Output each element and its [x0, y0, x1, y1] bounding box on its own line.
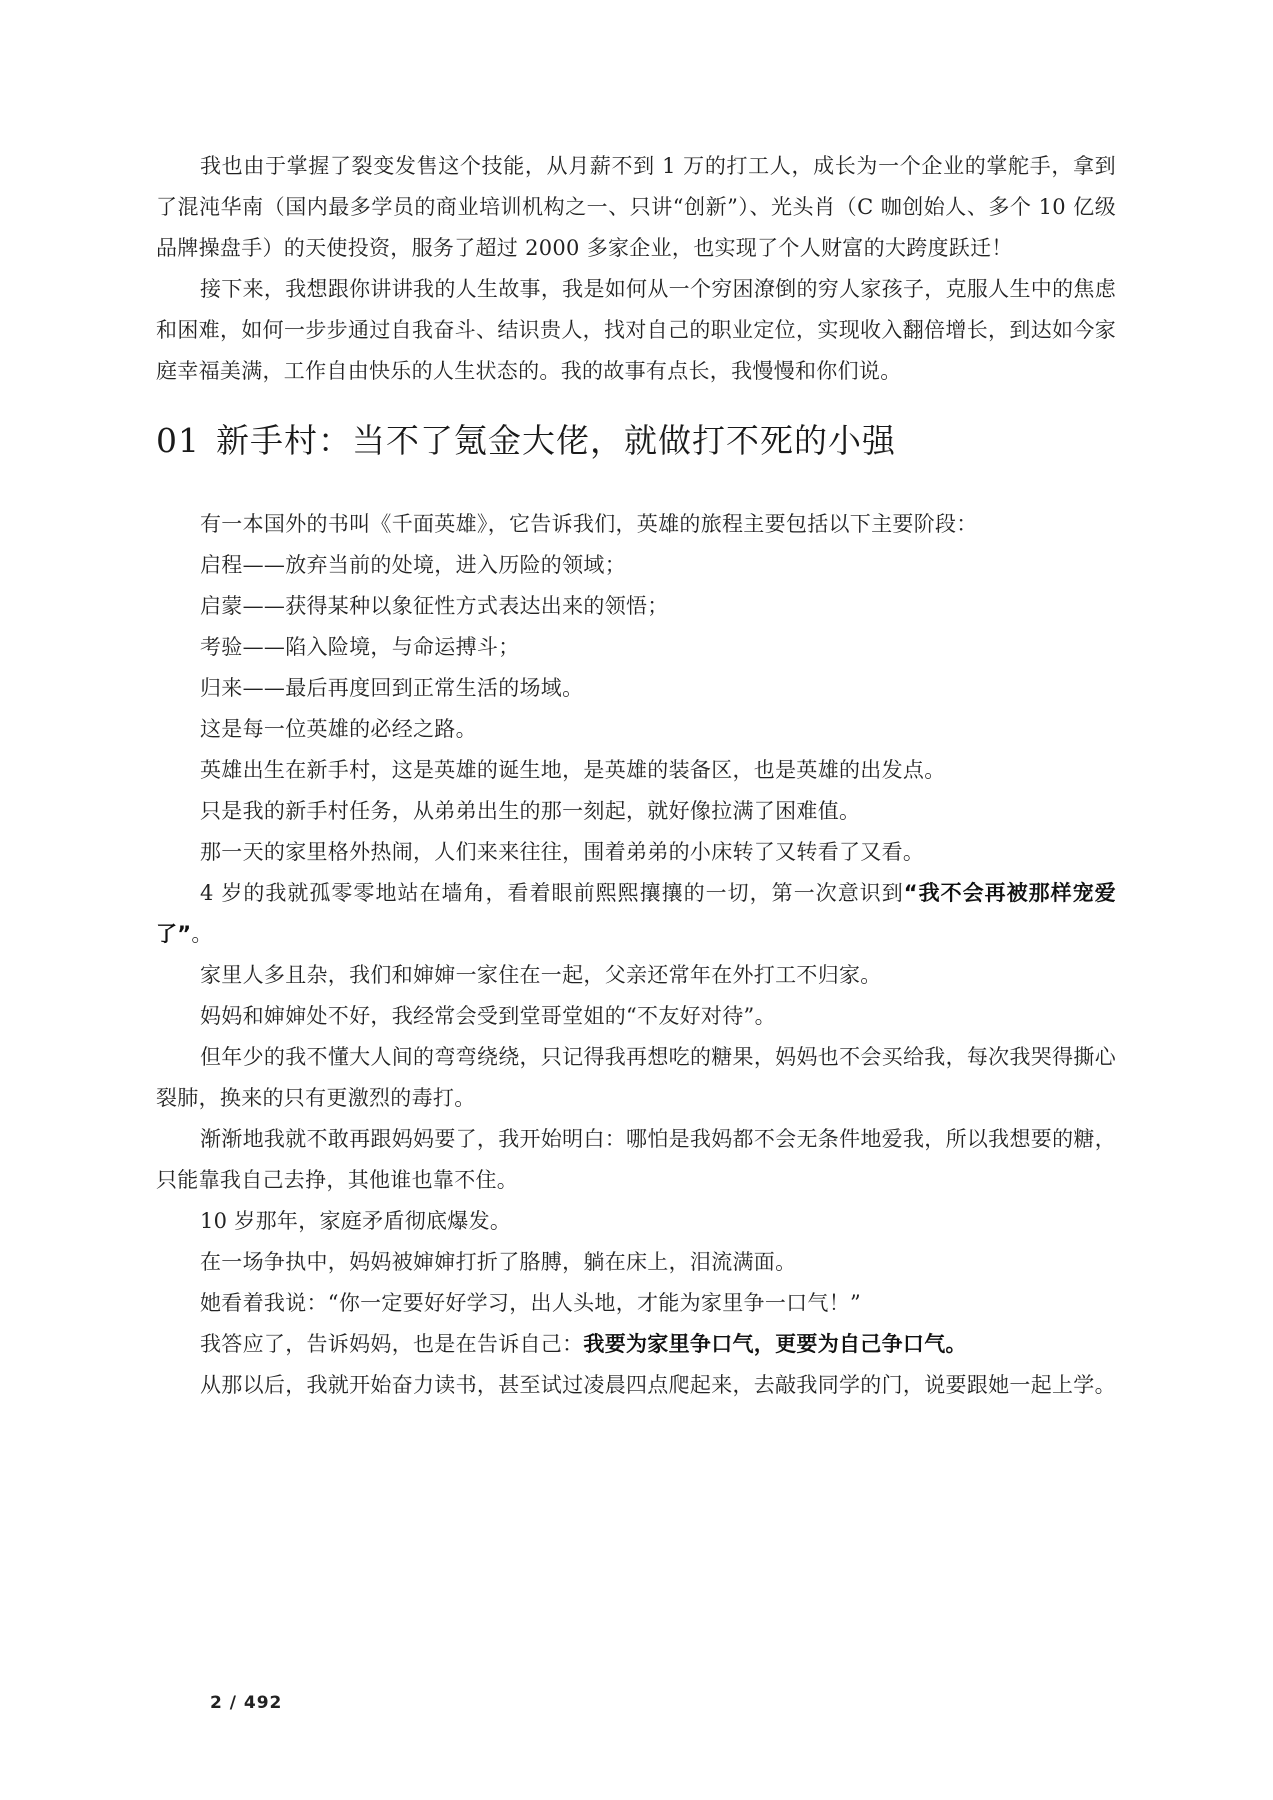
body-paragraph-18 [156, 1324, 1116, 1365]
body-paragraph-4: 考验——陷入险境，与命运搏斗； [200, 635, 520, 659]
body-paragraph-7: 英雄出生在新手村，这是英雄的诞生地，是英雄的装备区，也是英雄的出发点。 [200, 758, 946, 782]
body-paragraph-3: 启蒙——获得某种以象征性方式表达出来的领悟； [200, 594, 669, 618]
body-paragraph-11: 家里人多且杂，我们和婶婶一家住在一起，父亲还常年在外打工不归家。 [200, 963, 882, 987]
body-paragraph-18-text: 我答应了，告诉妈妈，也是在告诉自己： [200, 1332, 584, 1356]
body-paragraph-6: 这是每一位英雄的必经之路。 [200, 717, 477, 741]
page-number-indicator: 2 / 492 [210, 1693, 283, 1713]
section-title: 新手村：当不了氪金大佬，就做打不死的小强 [216, 421, 896, 460]
body-paragraph-10-emphasis: “我不会再被那样宠爱了” [156, 881, 1116, 946]
body-paragraph-10-end: 。 [191, 922, 213, 946]
body-paragraph-17: 她看着我说：“你一定要好好学习，出人头地，才能为家里争一口气！” [200, 1291, 862, 1315]
body-paragraph-13: 但年少的我不懂大人间的弯弯绕绕，只记得我再想吃的糖果，妈妈也不会买给我，每次我哭得撕心裂肺，换来的只有更激烈的毒打。 [156, 1045, 1116, 1110]
section-number: 01 [156, 421, 200, 460]
body-paragraph-19: 从那以后，我就开始奋力读书，甚至试过凌晨四点爬起来，去敲我同学的门，说要跟她一起上学。 [200, 1373, 1116, 1397]
body-paragraph-15: 10 岁那年，家庭矛盾彻底爆发。 [200, 1209, 512, 1233]
page-content [156, 146, 1116, 1406]
body-paragraph-18-emphasis: 我要为家里争口气，更要为自己争口气。 [583, 1332, 967, 1356]
body-paragraph-14: 渐渐地我就不敢再跟妈妈要了，我开始明白：哪怕是我妈都不会无条件地爱我，所以我想要的糖，只能靠我自己去挣，其他谁也靠不住。 [156, 1127, 1116, 1192]
body-paragraph-10-text: 4 岁的我就孤零零地站在墙角，看着眼前熙熙攘攘的一切，第一次意识到 [200, 881, 904, 905]
intro-paragraph-1: 我也由于掌握了裂变发售这个技能，从月薪不到 1 万的打工人，成长为一个企业的掌舵手，拿到了混沌华南（国内最多学员的商业培训机构之一、只讲“创新”）、光头肖（C 咖创始人、多个 10 亿级品牌操盘手）的天使投资，服务了超过 2000 多家企业，也实现了个人财富的大跨度跃迁！ [156, 154, 1116, 260]
section-heading [156, 418, 1116, 464]
body-paragraph-1: 有一本国外的书叫《千面英雄》，它告诉我们，英雄的旅程主要包括以下主要阶段： [200, 512, 978, 536]
body-paragraph-10 [156, 873, 1116, 955]
body-paragraph-8: 只是我的新手村任务，从弟弟出生的那一刻起，就好像拉满了困难值。 [200, 799, 861, 823]
body-paragraph-5: 归来——最后再度回到正常生活的场域。 [200, 676, 584, 700]
body-paragraph-9: 那一天的家里格外热闹，人们来来往往，围着弟弟的小床转了又转看了又看。 [200, 840, 925, 864]
body-paragraph-12: 妈妈和婶婶处不好，我经常会受到堂哥堂姐的“不友好对待”。 [200, 1004, 776, 1028]
intro-paragraph-2: 接下来，我想跟你讲讲我的人生故事，我是如何从一个穷困潦倒的穷人家孩子，克服人生中的焦虑和困难，如何一步步通过自我奋斗、结识贵人，找对自己的职业定位，实现收入翻倍增长，到达如今家庭幸福美满，工作自由快乐的人生状态的。我的故事有点长，我慢慢和你们说。 [156, 277, 1116, 383]
body-paragraph-2: 启程——放弃当前的处境，进入历险的领域； [200, 553, 626, 577]
body-paragraph-16: 在一场争执中，妈妈被婶婶打折了胳膊，躺在床上，泪流满面。 [200, 1250, 797, 1274]
